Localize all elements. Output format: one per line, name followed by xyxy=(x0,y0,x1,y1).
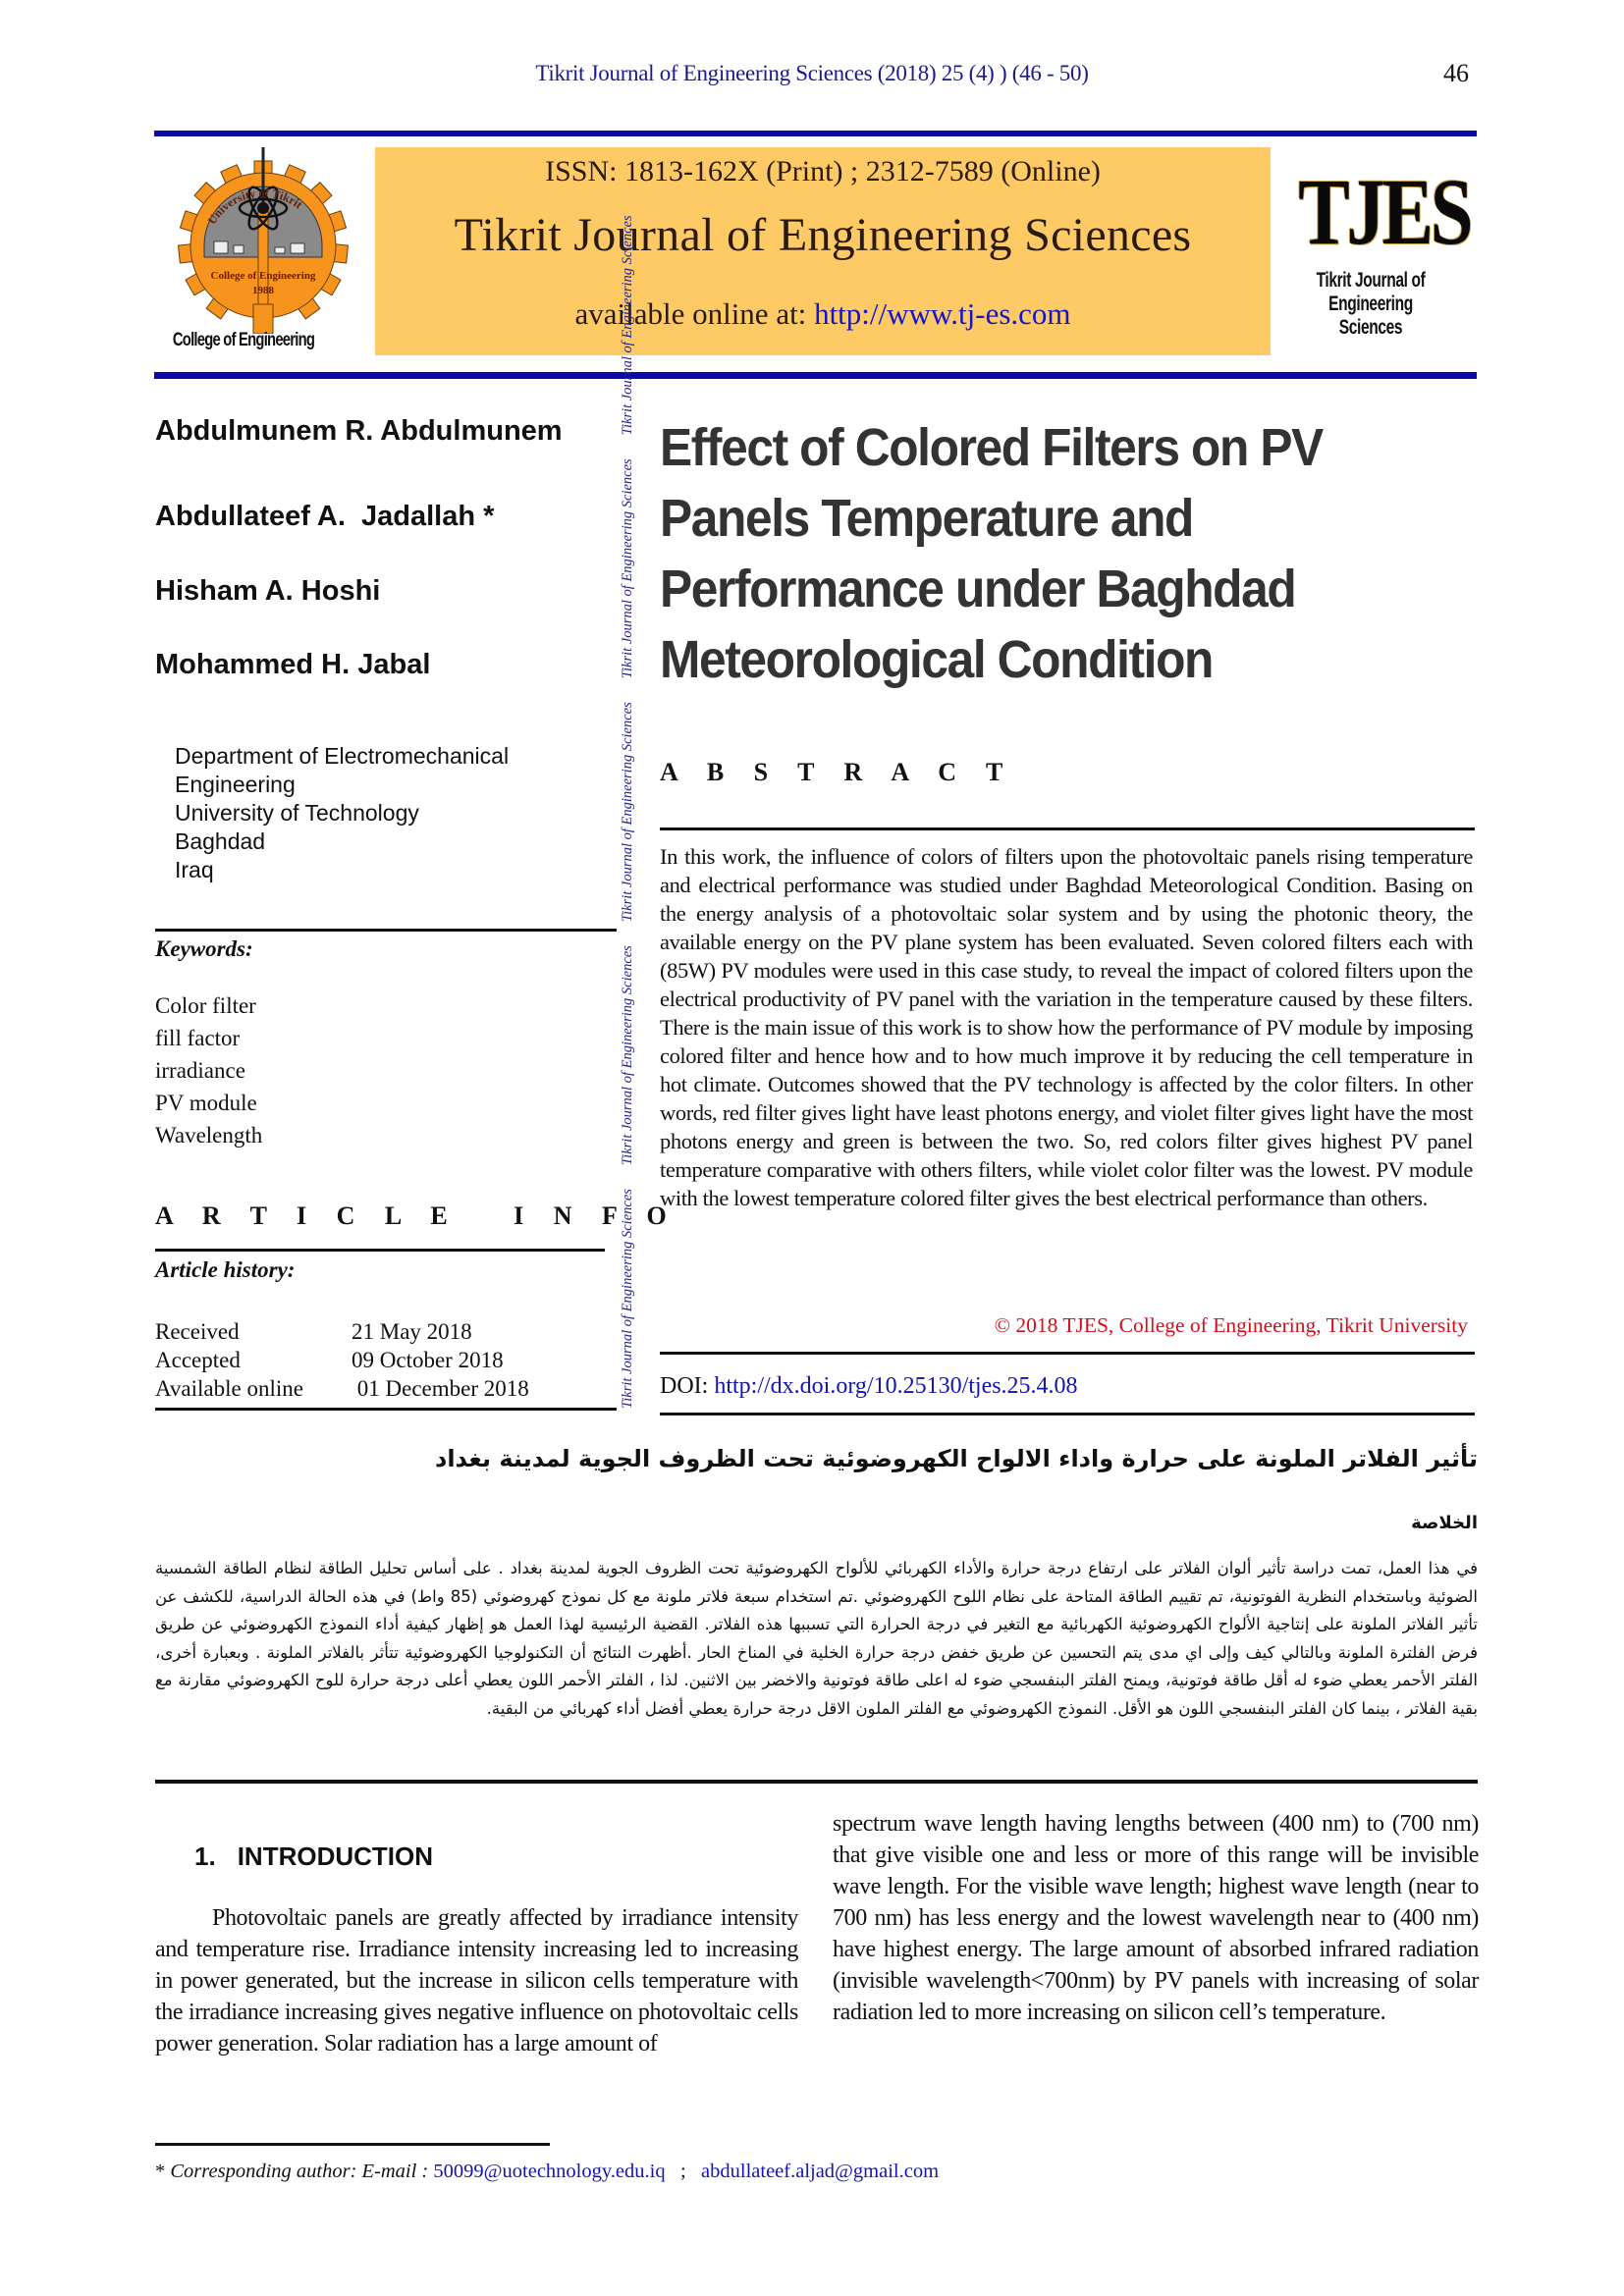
author-name: Hisham A. Hoshi xyxy=(155,575,381,607)
abstract-top-rule xyxy=(660,828,1475,830)
gear-seal-icon xyxy=(165,147,361,334)
affiliation-line: Baghdad xyxy=(175,828,266,854)
article-info-rule xyxy=(155,1249,605,1252)
title-line: Effect of Colored Filters on PV xyxy=(660,418,1323,477)
title-line: Performance under Baghdad xyxy=(660,560,1296,618)
paper-title xyxy=(660,412,1419,695)
history-bottom-rule xyxy=(155,1408,617,1411)
arabic-abstract-body: في هذا العمل، تمت دراسة تأثير ألوان الفلاتر على ارتفاع درجة حرارة والأداء الكهربائي للألواح الكهروضوئية تحت الظروف الجوية لمدينة بغداد . على أساس تحليل الطاقة لنظام الطاقة الشمسية الضوئية وباستخدام النظرية الفوتونية، تم تقييم الطاقة المتاحة على نظام اللوح الكهروضوئي .تم استخدام سبعة فلاتر ملونة مع كل نموذج كهروضوئي (85 واط) في هذه الحالة الدراسية، للكشف عن تأثير الفلاتر الملونة على إنتاجية الألواح الكهروضوئية الكهربائية مع التغير في درجة الحرارة التي تسببها هذه الفلاتر. القضية الرئيسية لهذا العمل هو إظهار كيفية أداء النموذج الكهروضوئي عن طريق فرض الفلترة الملونة وبالتالي كيف وإلى اي مدى يتم التحسين عن طريق خفض درجة حرارة الخلية في المناخ الحار .أظهرت النتائج أن التكنولوجيا الكهروضوئية تتأثر بالفلاتر الملونة . وبعبارة أخرى، الفلتر الأحمر يعطي ضوء له أقل طاقة فوتونية، ويمنح الفلتر البنفسجي ضوء له اعلى طاقة فوتونية والاخضر بين الاثنين. لذا ، الفلتر الأحمر اللون يعطي أعلى درجة حرارة للوح الكهروضوئي مقارنة مع بقية الفلاتر ، بينما كان الفلتر البنفسجي اللون هو الأقل. النموذج الكهروضوئي مع الفلتر الملون الاقل درجة حرارة يعطي أفضل أداء كهربائي من البقية. xyxy=(155,1559,1478,1718)
tjes-caption-line2: Engineering Sciences xyxy=(1328,293,1413,339)
article-info-heading: A R T I C L E I N F O xyxy=(155,1201,678,1230)
affiliation-line: Department of Electromechanical xyxy=(175,743,510,769)
history-row xyxy=(155,1346,529,1374)
arabic-abstract-heading: الخلاصة xyxy=(1411,1513,1478,1533)
intro-paragraph-left xyxy=(155,1902,798,2059)
watermark-text: Tikrit Journal of Engineering Sciences xyxy=(620,702,635,923)
college-logo xyxy=(165,147,361,358)
keywords-rule xyxy=(155,929,617,932)
history-row xyxy=(155,1317,529,1346)
corresponding-author-footnote xyxy=(155,2161,939,2183)
history-date: 01 December 2018 xyxy=(352,1376,529,1401)
keyword-item: Color filter xyxy=(155,993,256,1018)
history-date: 09 October 2018 xyxy=(352,1348,504,1372)
keywords-list xyxy=(155,989,262,1151)
history-label: Received xyxy=(155,1319,240,1344)
keyword-item: PV module xyxy=(155,1091,257,1115)
doi-line xyxy=(660,1373,1078,1400)
journal-name: Tikrit Journal of Engineering Sciences xyxy=(454,209,1192,261)
running-header: Tikrit Journal of Engineering Sciences (2018) 25 (4) ) (46 - 50) xyxy=(535,61,1089,85)
watermark-text: Tikrit Journal of Engineering Sciences xyxy=(620,458,635,679)
doi-link[interactable]: http://dx.doi.org/10.25130/tjes.25.4.08 xyxy=(714,1373,1078,1399)
affiliation-line: Engineering xyxy=(175,772,296,797)
history-label: Accepted xyxy=(155,1348,241,1372)
author-name: Abdullateef A. Jadallah * xyxy=(155,501,495,532)
email-link-2[interactable]: abdullateef.aljad@gmail.com xyxy=(701,2161,940,2182)
college-logo-caption: College of Engineering xyxy=(172,330,315,350)
footnote-rule xyxy=(155,2143,550,2146)
title-line: Meteorological Condition xyxy=(660,630,1214,689)
header-bottom-bar xyxy=(154,372,1477,379)
doi-rule xyxy=(660,1413,1475,1415)
svg-text:University of Tikrit: University of Tikrit xyxy=(204,186,305,228)
history-row xyxy=(155,1374,529,1403)
watermark-text: Tikrit Journal of Engineering Sciences xyxy=(620,945,635,1166)
history-label: Available online xyxy=(155,1376,303,1401)
tjes-logo: TJES xyxy=(1298,159,1471,264)
keyword-item: fill factor xyxy=(155,1026,241,1050)
tjes-caption-line1: Tikrit Journal of xyxy=(1316,269,1426,292)
history-date: 21 May 2018 xyxy=(352,1319,472,1344)
svg-text:College of Engineering: College of Engineering xyxy=(210,270,316,282)
journal-banner xyxy=(375,147,1271,355)
svg-text:1988: 1988 xyxy=(252,285,274,296)
online-label: available online at: xyxy=(574,296,815,331)
section-title: INTRODUCTION xyxy=(237,1842,434,1871)
affiliation-line: Iraq xyxy=(175,857,214,882)
section-number: 1. xyxy=(194,1842,216,1871)
affiliation xyxy=(175,742,509,884)
issn-line: ISSN: 1813-162X (Print) ; 2312-7589 (Online) xyxy=(545,155,1101,187)
footnote-separator: ; xyxy=(665,2161,702,2182)
section-heading-introduction xyxy=(194,1842,433,1872)
title-line: Panels Temperature and xyxy=(660,489,1194,548)
intro-text-left: Photovoltaic panels are greatly affected by irradiance intensity and temperature rise. Irradiance intensity increasing led to increasing in power generated, but the increase in silicon cells temperature with the irradiance increasing gives negative influence on photovoltaic cells power generation. Solar radiation has a large amount of xyxy=(155,1905,798,2056)
affiliation-line: University of Technology xyxy=(175,800,419,826)
copyright-rule xyxy=(660,1352,1475,1355)
keyword-item: irradiance xyxy=(155,1058,245,1083)
journal-website-link[interactable]: http://www.tj-es.com xyxy=(814,296,1071,331)
side-watermark xyxy=(617,215,640,1409)
article-history xyxy=(155,1317,529,1403)
copyright-notice: © 2018 TJES, College of Engineering, Tikrit University xyxy=(994,1313,1468,1337)
intro-paragraph-right: spectrum wave length having lengths between (400 nm) to (700 nm) that give visible one and less or more of this range will be invisible wave length. For the visible wave length; highest wave length (near to 700 nm) has less energy and the lowest wavelength near to (400 nm) have highest energy. The large amount of absorbed infrared radiation (invisible wavelength<700nm) by PV panels with increasing of solar radiation led to more increasing on silicon cell’s temperature. xyxy=(833,1811,1479,2025)
footnote-marker: * xyxy=(155,2161,166,2182)
watermark-text: Tikrit Journal of Engineering Sciences xyxy=(620,215,635,436)
arabic-bottom-rule xyxy=(155,1780,1478,1784)
footnote-label: Corresponding author: E-mail : xyxy=(165,2161,434,2182)
author-name: Mohammed H. Jabal xyxy=(155,649,431,680)
tjes-logo-caption xyxy=(1298,269,1443,340)
abstract-heading: A B S T R A C T xyxy=(660,758,1015,786)
doi-label: DOI: xyxy=(660,1373,715,1399)
abstract-body: In this work, the influence of colors of filters upon the photovoltaic panels rising temperature and electrical performance was studied under Baghdad Meteorological Condition. Basing on the energy analysis of a photovoltaic solar system and by using the photonic theory, the available energy on the PV plane system has been evaluated. Seven colored filters each with (85W) PV modules were used in this case study, to reveal the impact of colored filters upon the electrical productivity of PV panel with the variation in the temperature caused by these filters. There is the main issue of this work is to show how the performance of PV module by imposing colored filter and hence how and to how much improve it by reducing the cell temperature in hot climate. Outcomes showed that the PV technology is affected by the color filters. In other words, red filter gives light have least photons energy, and violet filter gives light have the most photons energy and green is between the two. So, red colors filter gives highest PV panel temperature comparative with others filters, while violet color filter was the lowest. PV module with the lowest temperature colored filter gives the best electrical performance than others. xyxy=(660,844,1473,1210)
author-name: Abdulmunem R. Abdulmunem xyxy=(155,415,563,447)
keywords-label: Keywords: xyxy=(155,936,253,961)
header-top-bar xyxy=(154,131,1477,136)
article-history-label: Article history: xyxy=(155,1257,296,1282)
keyword-item: Wavelength xyxy=(155,1123,263,1148)
page-number: 46 xyxy=(1443,59,1469,87)
email-link-1[interactable]: 50099@uotechnology.edu.iq xyxy=(433,2161,666,2182)
online-line xyxy=(375,296,1271,332)
arabic-title: تأثير الفلاتر الملونة على حرارة واداء الالواح الكهروضوئية تحت الظروف الجوية لمدينة بغداد xyxy=(435,1445,1478,1472)
watermark-text: Tikrit Journal of Engineering Sciences xyxy=(620,1189,635,1409)
